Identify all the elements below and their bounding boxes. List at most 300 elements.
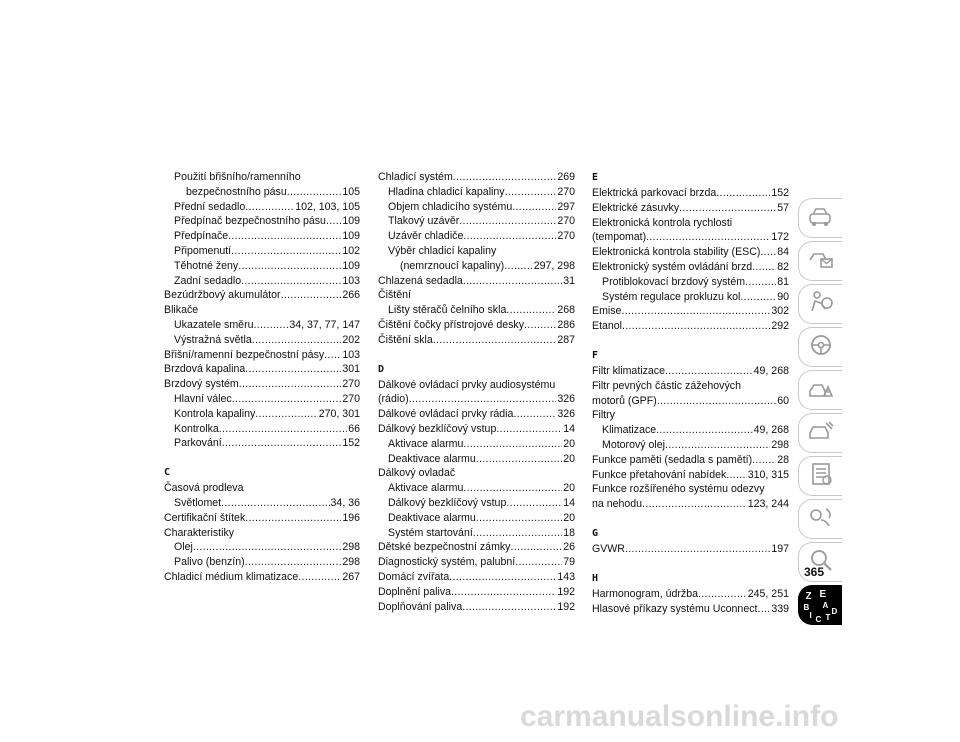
index-entry-page[interactable]: 270: [342, 378, 360, 391]
index-entry[interactable]: [164, 555, 360, 570]
dot-leader: [463, 481, 562, 496]
dot-leader: [506, 496, 562, 511]
index-entry-label: Klimatizace: [602, 424, 657, 437]
index-entry-label: Tlakový uzávěr: [388, 215, 460, 228]
dot-leader: [287, 185, 342, 200]
index-heading: Časová prodleva: [164, 482, 244, 495]
index-entry-label: Deaktivace alarmu: [388, 511, 476, 524]
index-entry-page[interactable]: 109: [342, 259, 360, 272]
index-entry[interactable]: [592, 497, 789, 512]
index-entry-label: Certifikační štítek: [164, 511, 246, 524]
dot-leader: [504, 259, 533, 274]
index-entry-label: Kontrola kapaliny: [174, 407, 256, 420]
index-entry-label: Předpínač bezpečnostního pásu: [174, 215, 326, 228]
index-heading: Výběr chladicí kapaliny: [388, 244, 497, 257]
dot-leader: [231, 244, 341, 259]
index-entry-label: Chladicí systém: [378, 171, 453, 183]
index-entry[interactable]: [164, 229, 360, 244]
index-entry-label: Světlomet: [174, 496, 222, 509]
index-entry-page[interactable]: 202: [342, 333, 360, 346]
dot-leader: [752, 453, 776, 468]
index-entry-page[interactable]: 270: [557, 230, 575, 243]
index-entry-page[interactable]: 172: [771, 231, 789, 244]
index-entry[interactable]: [164, 274, 360, 289]
section-letter: F: [592, 349, 599, 361]
index-entry-page[interactable]: 298: [342, 556, 360, 569]
index-entry-label: (nemrznoucí kapaliny): [400, 259, 505, 272]
index-entry-page[interactable]: 270: [557, 215, 575, 228]
page-number: 365: [804, 565, 825, 579]
index-entry-label: Parkování: [174, 437, 222, 450]
index-entry[interactable]: [592, 602, 789, 617]
index-entry[interactable]: [378, 333, 575, 348]
section-letter: G: [592, 527, 599, 539]
chapter-tab[interactable]: [798, 327, 842, 367]
dot-leader: [515, 555, 562, 570]
dot-leader: [752, 260, 776, 275]
index-entry-label: Protiblokovací brzdový systém: [602, 275, 746, 288]
index-entry-page[interactable]: 245, 251: [747, 587, 789, 600]
dot-leader: [642, 497, 747, 512]
index-entry[interactable]: [378, 185, 575, 200]
index-entry-page[interactable]: 270: [557, 185, 575, 198]
car-envelope-icon: [807, 246, 835, 277]
index-entry[interactable]: [378, 585, 575, 600]
index-entry-label: Doplňování paliva: [378, 600, 463, 613]
index-entry-page[interactable]: 49, 268: [753, 424, 789, 437]
dot-leader: [255, 407, 317, 422]
index-entry-page[interactable]: 292: [771, 320, 789, 333]
index-entry[interactable]: [164, 333, 360, 348]
index-entry-page[interactable]: 14: [563, 422, 575, 435]
steering-wheel-icon: [807, 332, 835, 363]
index-letter-glyph: I: [809, 611, 812, 620]
index-entry[interactable]: [164, 436, 360, 451]
index-entry-page[interactable]: 34, 36: [330, 496, 360, 509]
dot-leader: [646, 230, 770, 245]
index-entry-page[interactable]: 82: [777, 260, 789, 273]
index-entry[interactable]: [592, 394, 789, 409]
dot-leader: [228, 229, 341, 244]
index-entry-page[interactable]: 102: [342, 244, 360, 257]
index-entry[interactable]: [378, 600, 575, 615]
section-letter: D: [378, 363, 385, 375]
index-entry-label: Předpínače: [174, 230, 229, 243]
index-entry-label: Aktivace alarmu: [388, 482, 464, 495]
index-entry[interactable]: [592, 304, 789, 319]
index-entry-page[interactable]: 20: [563, 437, 575, 450]
index-entry-page[interactable]: 270, 301: [318, 407, 360, 420]
dot-leader: [449, 570, 556, 585]
index-entry[interactable]: [378, 481, 575, 496]
section-letter: H: [592, 572, 599, 584]
index-entry-label: Chladicí médium klimatizace: [164, 570, 299, 583]
index-entry-label: Elektrická parkovací brzda: [592, 187, 717, 199]
index-entry-page[interactable]: 143: [557, 570, 575, 583]
index-entry-label: Elektronická kontrola stability (ESC): [592, 246, 761, 259]
index-entry[interactable]: [592, 260, 789, 275]
dot-leader: [238, 259, 341, 274]
dot-leader: [453, 170, 557, 185]
index-entry-page[interactable]: 66: [348, 422, 360, 435]
dot-leader: [513, 407, 556, 422]
index-entry-label: Systém startování: [388, 526, 473, 539]
chapter-tab[interactable]: [798, 284, 842, 324]
index-entry-label: Emise: [592, 305, 622, 318]
index-entry-page[interactable]: 298: [771, 438, 789, 451]
dot-leader: [219, 422, 347, 437]
index-entry[interactable]: [378, 526, 575, 541]
index-entry[interactable]: [164, 422, 360, 437]
index-entry-page[interactable]: 298: [342, 541, 360, 554]
index-entry-page[interactable]: 266: [342, 289, 360, 302]
index-entry[interactable]: [378, 540, 575, 555]
index-entry-label: Dálkový bezklíčový vstup: [378, 422, 497, 435]
index-entry-label: Chlazená sedadla: [378, 274, 463, 287]
chapter-tab[interactable]: [798, 198, 842, 238]
index-entry-page[interactable]: 192: [557, 585, 575, 598]
index-entry-label: Čištění skla: [378, 333, 433, 346]
index-entry-label: Břišní/ramenní bezpečnostní pásy: [164, 348, 325, 361]
index-entry-label: Funkce přetahování nabídek: [592, 468, 727, 481]
index-entry[interactable]: [164, 392, 360, 407]
index-entry-page[interactable]: 339: [771, 602, 789, 615]
index-entry[interactable]: [378, 392, 575, 407]
index-entry-page[interactable]: 267: [342, 570, 360, 583]
index-entry-page[interactable]: 102, 103, 105: [295, 200, 360, 213]
dot-leader: [656, 423, 752, 438]
index-entry-label: Deaktivace alarmu: [388, 452, 476, 465]
index-entry-page[interactable]: 34, 37, 77, 147: [289, 318, 360, 331]
index-entry-label: Ukazatele směru: [174, 318, 254, 331]
index-entry[interactable]: [592, 319, 789, 334]
index-entry-page[interactable]: 20: [563, 452, 575, 465]
dot-leader: [679, 201, 776, 216]
dot-leader: [193, 540, 341, 555]
index-heading: Blikače: [164, 304, 199, 317]
index-entry-label: Čištění čočky přístrojové desky: [378, 318, 525, 331]
index-column-2: [378, 170, 575, 614]
dot-leader: [239, 377, 342, 392]
dot-leader: [716, 186, 770, 201]
index-entry-label: Bezúdržbový akumulátor: [164, 289, 281, 302]
index-entry-label: Dálkový bezklíčový vstup: [388, 496, 507, 509]
dot-leader: [222, 436, 342, 451]
index-entry[interactable]: [378, 259, 575, 274]
index-entry-label: Hladina chladicí kapaliny: [388, 185, 505, 198]
index-entry[interactable]: [164, 200, 360, 215]
index-entry[interactable]: [592, 230, 789, 245]
car-warning-icon: [807, 375, 835, 406]
index-entry-label: Těhotné ženy: [174, 259, 239, 272]
dot-leader: [745, 275, 776, 290]
index-entry[interactable]: [378, 274, 575, 289]
index-entry[interactable]: [378, 318, 575, 333]
index-letter-glyph: A: [822, 601, 829, 610]
dot-leader: [245, 362, 341, 377]
dot-leader: [496, 422, 562, 437]
dot-leader: [726, 468, 746, 483]
index-entry-page[interactable]: 197: [771, 542, 789, 555]
index-entry[interactable]: [378, 511, 575, 526]
index-entry[interactable]: [592, 542, 789, 557]
index-entry-page[interactable]: 192: [557, 600, 575, 613]
index-entry-page[interactable]: 14: [563, 496, 575, 509]
index-entry-page[interactable]: 103: [342, 348, 360, 361]
dot-leader: [232, 392, 342, 407]
index-heading: Filtr pevných částic zážehových: [592, 379, 741, 392]
index-entry-label: Připomenutí: [174, 244, 232, 257]
dot-leader: [245, 200, 294, 215]
dot-leader: [698, 587, 747, 602]
index-entry-page[interactable]: 268: [557, 304, 575, 317]
car-service-icon: [807, 418, 835, 449]
index-letter-glyph: C: [815, 615, 822, 624]
index-entry-page[interactable]: 49, 268: [753, 364, 789, 377]
index-entry[interactable]: [164, 318, 360, 333]
index-entry-page[interactable]: 152: [771, 187, 789, 199]
index-entry-label: (rádio): [378, 393, 409, 406]
index-entry-page[interactable]: 326: [557, 393, 575, 406]
section-letter: C: [164, 467, 171, 479]
index-entry[interactable]: [164, 540, 360, 555]
index-entry[interactable]: [592, 453, 789, 468]
dot-leader: [505, 185, 557, 200]
dot-leader: [524, 318, 556, 333]
index-entry-page[interactable]: 297, 298: [533, 259, 575, 272]
dot-leader: [476, 452, 562, 467]
index-entry-label: bezpečnostního pásu: [186, 185, 287, 198]
index-letter-glyph: D: [831, 607, 838, 616]
index-entry-page[interactable]: 109: [342, 230, 360, 243]
dot-leader: [281, 288, 342, 303]
dot-leader: [760, 245, 776, 260]
index-entry-page[interactable]: 20: [563, 511, 575, 524]
index-entry-page[interactable]: 18: [563, 526, 575, 539]
index-entry[interactable]: [592, 201, 789, 216]
dot-leader: [245, 555, 342, 570]
dot-leader: [252, 333, 342, 348]
index-entry-label: Harmonogram, údržba: [592, 587, 698, 600]
index-entry-page[interactable]: 20: [563, 482, 575, 495]
chapter-tab[interactable]: [798, 456, 842, 496]
index-entry[interactable]: [378, 170, 575, 185]
index-entry-label: GVWR: [592, 542, 625, 555]
index-entry[interactable]: [378, 452, 575, 467]
index-entry[interactable]: [378, 200, 575, 215]
dot-leader: [621, 304, 770, 319]
dot-leader: [253, 318, 288, 333]
index-entry-label: Hlavní válec: [174, 392, 232, 405]
index-entry[interactable]: [164, 362, 360, 377]
index-letter-glyph: Z: [805, 591, 812, 602]
index-entry-page[interactable]: 103: [342, 274, 360, 287]
index-entry[interactable]: [164, 570, 360, 585]
index-entry[interactable]: [378, 555, 575, 570]
index-entry-page[interactable]: 109: [342, 215, 360, 228]
index-entry[interactable]: [164, 244, 360, 259]
index-letter-glyph: B: [803, 603, 810, 612]
index-entry-page[interactable]: 269: [557, 171, 575, 183]
index-heading: Filtry: [592, 409, 615, 422]
index-entry[interactable]: [164, 288, 360, 303]
index-heading: Charakteristiky: [164, 526, 235, 539]
index-entry-label: Zadní sedadlo: [174, 274, 242, 287]
index-entry-label: Brzdová kapalina: [164, 363, 246, 376]
index-heading: Dálkové ovládací prvky audiosystému: [378, 378, 556, 391]
index-entry[interactable]: [378, 437, 575, 452]
index-entry-page[interactable]: 90: [777, 290, 789, 303]
dot-leader: [241, 274, 341, 289]
dot-leader: [324, 348, 341, 363]
index-column-1: [164, 170, 360, 585]
index-entry[interactable]: [378, 303, 575, 318]
dot-leader: [757, 602, 770, 617]
index-entry-label: Doplnění paliva: [378, 585, 452, 598]
index-entry-label: Dětské bezpečnostní zámky: [378, 541, 511, 554]
index-entry-label: Lišty stěračů čelního skla: [388, 304, 507, 317]
chapter-tab[interactable]: [798, 413, 842, 453]
index-entry-label: Systém regulace prokluzu kol: [602, 290, 741, 303]
index-entry-page[interactable]: 60: [777, 394, 789, 407]
dot-leader: [476, 511, 562, 526]
index-letter-glyph: E: [819, 589, 827, 600]
index-entry-page[interactable]: 84: [777, 246, 789, 259]
index-entry-label: Palivo (benzín): [174, 556, 245, 569]
chapter-tab[interactable]: [798, 585, 842, 625]
index-entry-label: Přední sedadlo: [174, 200, 246, 213]
dot-leader: [221, 496, 329, 511]
index-heading: Funkce rozšířeného systému odezvy: [592, 483, 765, 496]
index-entry-page[interactable]: 297: [557, 200, 575, 213]
index-entry-label: motorů (GPF): [592, 394, 657, 407]
dot-leader: [463, 437, 562, 452]
multimedia-icon: [807, 504, 835, 535]
index-entry-page[interactable]: 287: [557, 333, 575, 346]
index-entry[interactable]: [164, 185, 360, 200]
index-entry-page[interactable]: 26: [563, 541, 575, 554]
index-heading: Elektronická kontrola rychlosti: [592, 216, 733, 229]
dot-leader: [459, 214, 556, 229]
section-letter: E: [592, 172, 599, 183]
index-entry[interactable]: [378, 496, 575, 511]
index-entry[interactable]: [164, 259, 360, 274]
index-entry-page[interactable]: 310, 315: [747, 468, 789, 481]
index-entry-label: Aktivace alarmu: [388, 437, 464, 450]
index-entry-page[interactable]: 196: [342, 511, 360, 524]
index-entry-label: Diagnostický systém, palubní: [378, 556, 516, 569]
dot-leader: [625, 542, 770, 557]
index-entry-label: na nehodu: [592, 498, 643, 511]
index-entry-label: Motorový olej: [602, 438, 665, 451]
index-entry-page[interactable]: 57: [777, 201, 789, 214]
dot-leader: [298, 570, 341, 585]
index-entry[interactable]: [164, 377, 360, 392]
chapter-tab[interactable]: [798, 370, 842, 410]
dot-leader: [665, 438, 770, 453]
index-entry[interactable]: [378, 407, 575, 422]
dot-leader: [657, 394, 776, 409]
dot-leader: [245, 511, 341, 526]
index-entry[interactable]: [592, 290, 789, 305]
index-entry-label: Kontrolka: [174, 422, 219, 435]
index-entry[interactable]: [378, 570, 575, 585]
index-entry-page[interactable]: 152: [342, 437, 360, 450]
index-entry[interactable]: [592, 587, 789, 602]
index-entry-page[interactable]: 123, 244: [747, 498, 789, 511]
index-entry-page[interactable]: 301: [342, 363, 360, 376]
dot-leader: [326, 214, 341, 229]
index-entry-label: Etanol: [592, 320, 623, 333]
index-entry-label: Dálkové ovládací prvky rádia: [378, 408, 514, 421]
index-entry[interactable]: [164, 407, 360, 422]
index-entry-label: Filtr klimatizace: [592, 364, 665, 377]
index-entry-page[interactable]: 270: [342, 392, 360, 405]
index-entry[interactable]: [378, 229, 575, 244]
dot-leader: [665, 364, 753, 379]
index-entry[interactable]: [592, 245, 789, 260]
index-entry[interactable]: [378, 422, 575, 437]
dot-leader: [462, 600, 556, 615]
index-entry[interactable]: [592, 364, 789, 379]
index-entry[interactable]: [164, 511, 360, 526]
index-entry-label: (tempomat): [592, 231, 647, 244]
index-entry-page[interactable]: 81: [777, 275, 789, 288]
index-entry-label: Brzdový systém: [164, 378, 239, 391]
index-entry-label: Funkce paměti (sedadla s pamětí): [592, 453, 753, 466]
index-entry-label: Objem chladicího systému: [388, 200, 513, 213]
index-entry-label: Elektronický systém ovládání brzd: [592, 260, 753, 273]
chapter-tab-strip: [798, 198, 842, 628]
alphabet-index-icon: [803, 589, 838, 624]
index-entry[interactable]: [592, 438, 789, 453]
index-entry-page[interactable]: 31: [563, 274, 575, 287]
dot-leader: [622, 319, 770, 334]
index-entry-label: Hlasové příkazy systému Uconnect: [592, 602, 758, 615]
index-entry-page[interactable]: 79: [563, 556, 575, 569]
car-dashboard-icon: [807, 203, 835, 234]
index-entry[interactable]: [592, 423, 789, 438]
index-entry-page[interactable]: 326: [557, 408, 575, 421]
index-entry[interactable]: [592, 186, 789, 201]
chapter-tab[interactable]: [798, 499, 842, 539]
index-entry-label: Domácí zvířata: [378, 570, 450, 583]
index-entry-page[interactable]: 302: [771, 305, 789, 318]
dot-leader: [463, 274, 562, 289]
index-entry-page[interactable]: 28: [777, 453, 789, 466]
index-entry-label: Uzávěr chladiče: [388, 230, 464, 243]
index-entry[interactable]: [592, 275, 789, 290]
specifications-list-icon: [807, 461, 835, 492]
dot-leader: [740, 290, 776, 305]
dot-leader: [473, 526, 562, 541]
index-entry[interactable]: [592, 468, 789, 483]
index-entry[interactable]: [378, 214, 575, 229]
index-entry[interactable]: [164, 496, 360, 511]
index-entry-page[interactable]: 105: [342, 185, 360, 198]
dot-leader: [510, 540, 562, 555]
index-entry-page[interactable]: 286: [557, 318, 575, 331]
index-heading: Dálkový ovladač: [378, 467, 456, 480]
dot-leader: [409, 392, 557, 407]
dot-leader: [506, 303, 556, 318]
index-entry[interactable]: [164, 214, 360, 229]
chapter-tab[interactable]: [798, 241, 842, 281]
index-entry-label: Elektrické zásuvky: [592, 201, 680, 214]
index-heading: Čištění: [378, 289, 411, 302]
index-entry[interactable]: [164, 348, 360, 363]
index-entry-label: Olej: [174, 541, 193, 554]
